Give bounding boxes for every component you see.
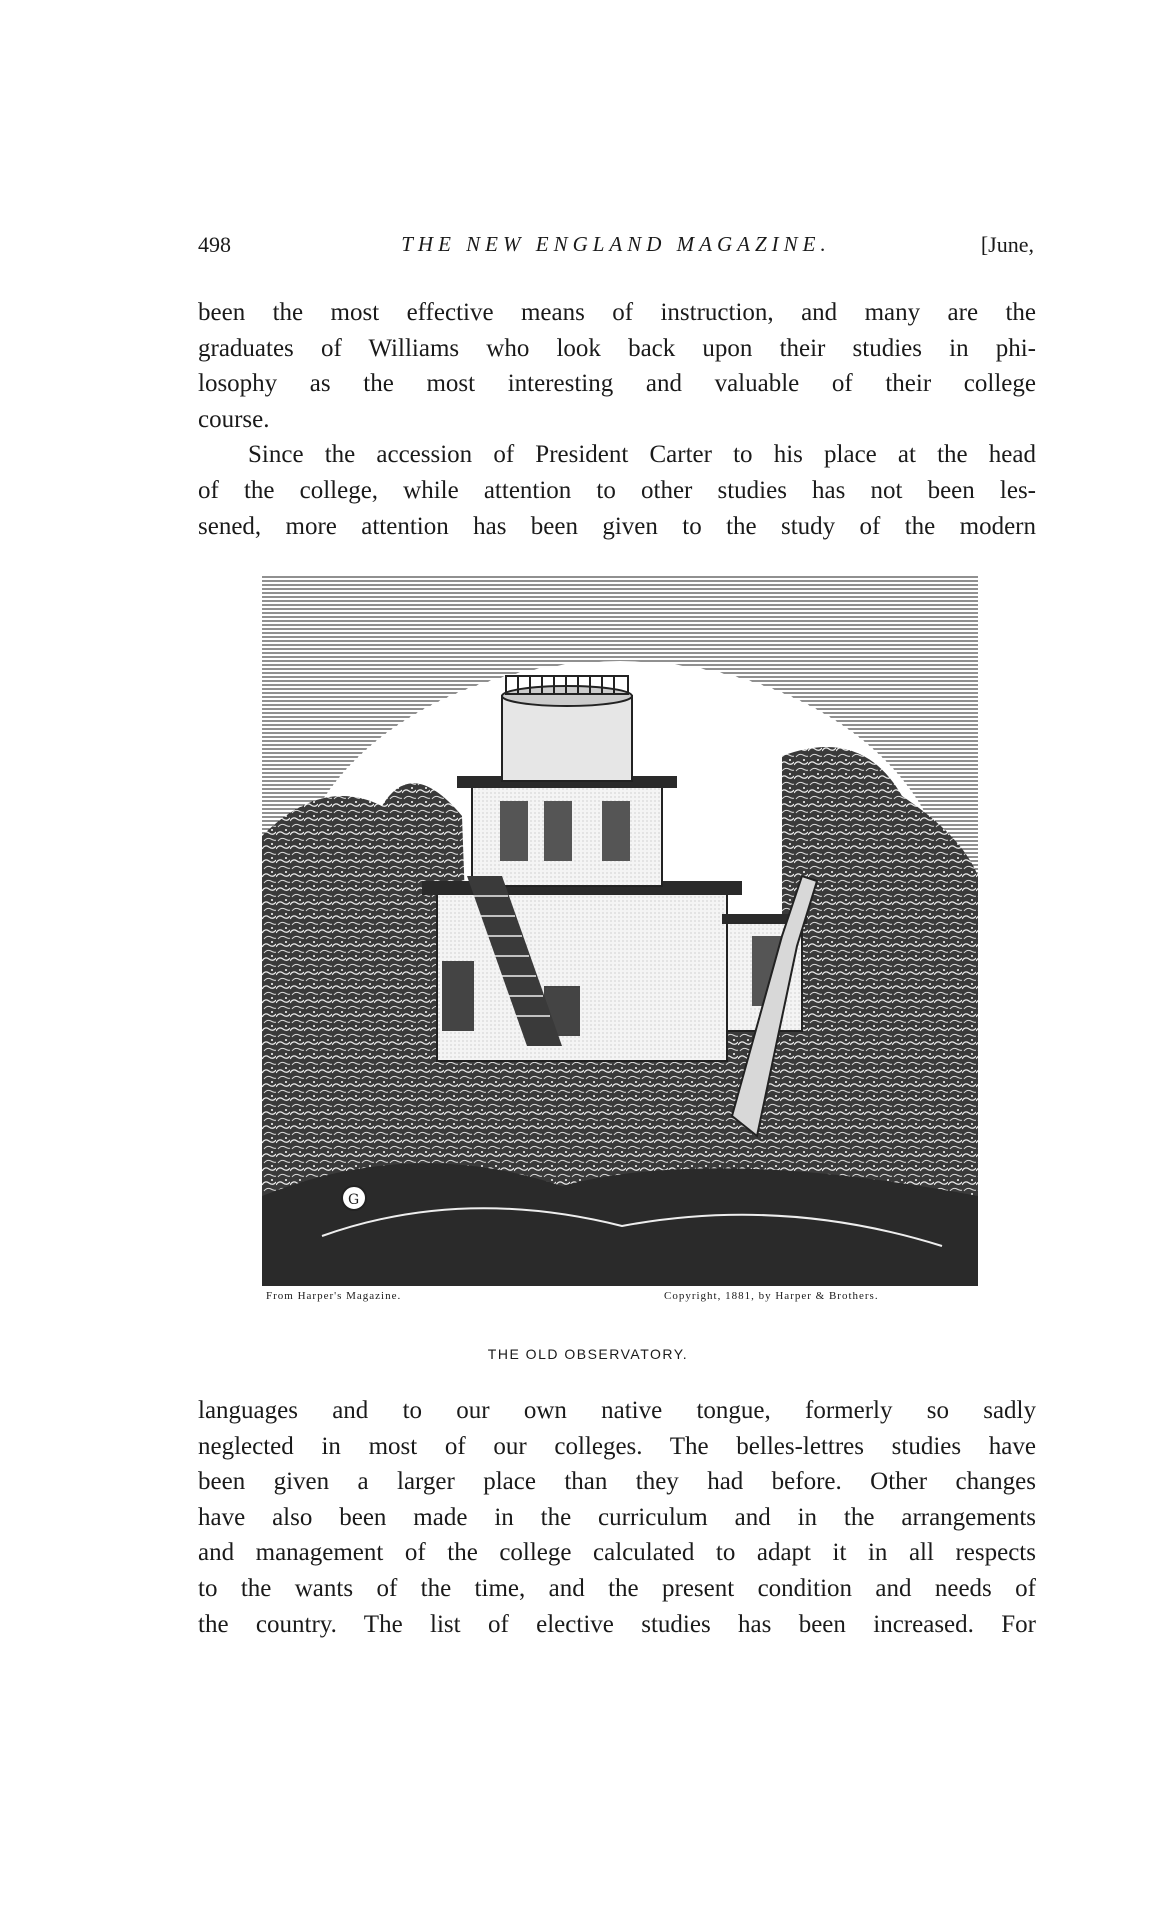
text-line: to the wants of the time, and the present condition and needs of [198, 1574, 1036, 1602]
body-text-bottom [198, 1393, 1036, 1642]
running-month: [June, [980, 232, 1034, 257]
text-line: been given a larger place than they had before. Other changes [198, 1468, 1036, 1496]
text-line: Since the accession of President Carter to his place at the head [248, 441, 1036, 469]
text-line: of the college, while attention to other studies has not been les- [198, 476, 1036, 504]
running-header [198, 232, 1034, 262]
text-line: been the most effective means of instruction, and many are the [198, 299, 1036, 326]
observatory-engraving [262, 576, 978, 1286]
body-text-top [198, 295, 1036, 544]
text-line: graduates of Williams who look back upon their studies in phi- [198, 334, 1036, 362]
svg-text:G: G [348, 1192, 360, 1208]
text-line: course. [198, 405, 270, 433]
figure-caption: THE OLD OBSERVATORY. [487, 1346, 689, 1362]
page-number: 498 [198, 232, 231, 257]
text-line: have also been made in the curriculum and in the arrangements [198, 1503, 1036, 1531]
text-line: losophy as the most interesting and valuable of their college [198, 370, 1036, 398]
text-line: neglected in most of our colleges. The belles-lettres studies have [198, 1432, 1036, 1460]
text-line: languages and to our own native tongue, formerly so sadly [198, 1397, 1036, 1424]
text-line: the country. The list of elective studies has been increased. For [198, 1610, 1036, 1638]
credit-right: Copyright, 1881, by Harper & Brothers. [664, 1290, 879, 1302]
text-line: and management of the college calculated to adapt it in all respects [198, 1539, 1036, 1567]
text-line: sened, more attention has been given to the study of the modern [198, 512, 1036, 540]
credit-left: From Harper's Magazine. [266, 1290, 402, 1302]
running-title: THE NEW ENGLAND MAGAZINE. [401, 232, 831, 256]
